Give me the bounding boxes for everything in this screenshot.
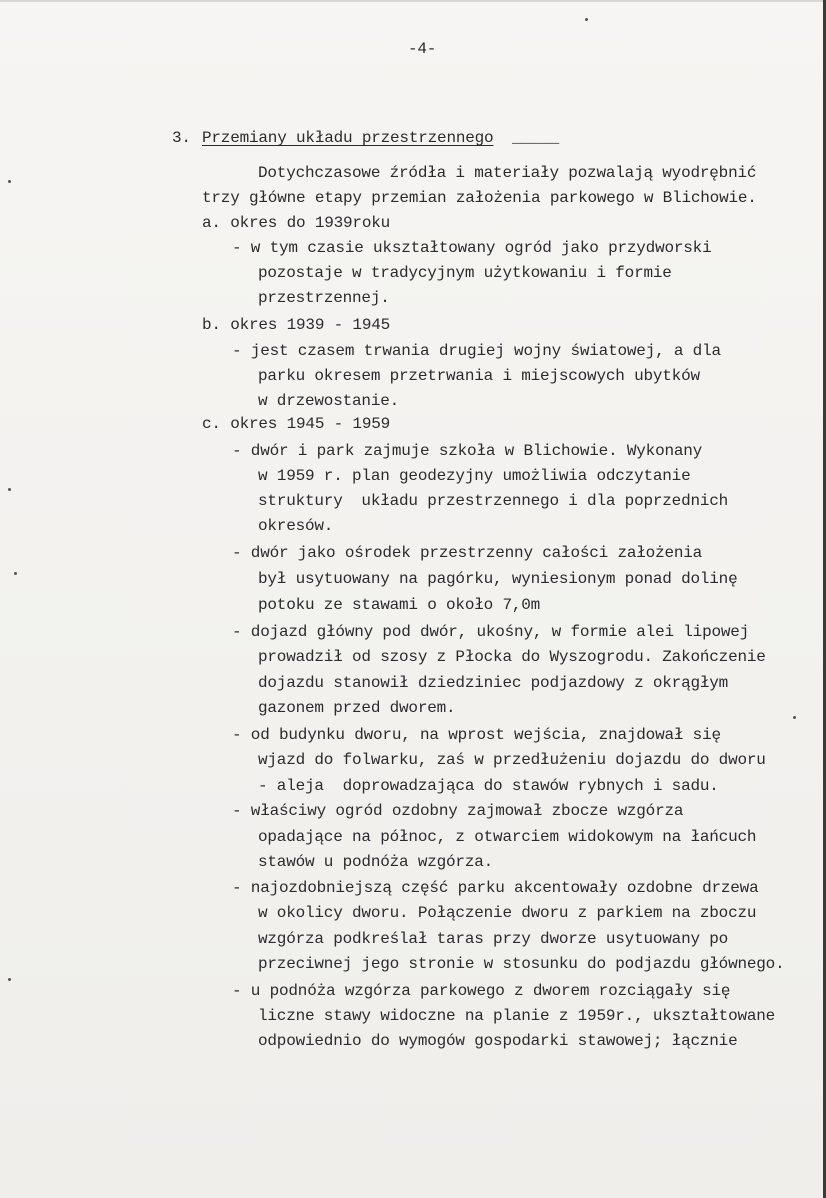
bullet-line: dojazdu stanowił dziedziniec podjazdowy z okrągłym xyxy=(258,674,729,692)
bullet-line: pozostaje w tradycyjnym użytkowaniu i formie xyxy=(258,264,672,282)
bullet-line: wjazd do folwarku, zaś w przedłużeniu dojazdu do dworu xyxy=(258,751,766,769)
bullet-line: - aleja doprowadzająca do stawów rybnych i sadu. xyxy=(258,777,719,795)
bullet-line: odpowiednio do wymogów gospodarki stawowej; łącznie xyxy=(258,1032,738,1050)
bullet-line: - u podnóża wzgórza parkowego z dworem rozciągały się xyxy=(232,982,731,1000)
bullet-line: stawów u podnóża wzgórza. xyxy=(258,853,494,871)
bullet-line: był usytuowany na pagórku, wyniesionym ponad dolinę xyxy=(258,570,738,588)
section-number: 3. xyxy=(172,129,191,147)
bullet-line: - dwór i park zajmuje szkoła w Blichowie. Wykonany xyxy=(232,442,703,460)
page-top-edge xyxy=(0,0,826,2)
section-title-trail: _____ xyxy=(512,129,560,147)
bullet-line: okresów. xyxy=(258,517,334,535)
scan-speck xyxy=(8,978,11,981)
period-label: c. okres 1945 - 1959 xyxy=(202,415,391,433)
bullet-line: - dojazd główny pod dwór, ukośny, w formie alei lipowej xyxy=(232,623,750,641)
scan-speck xyxy=(585,18,588,21)
page-number: -4- xyxy=(408,40,437,58)
bullet-line: - właściwy ogród ozdobny zajmował zbocze wzgórza xyxy=(232,802,684,820)
bullet-line: w okolicy dworu. Połączenie dworu z parkiem na zboczu xyxy=(258,904,757,922)
bullet-line: - jest czasem trwania drugiej wojny światowej, a dla xyxy=(232,342,721,360)
bullet-line: przeciwnej jego stronie w stosunku do podjazdu głównego. xyxy=(258,955,785,973)
bullet-line: struktury układu przestrzennego i dla poprzednich xyxy=(258,492,729,510)
bullet-line: w 1959 r. plan geodezyjny umożliwia odczytanie xyxy=(258,467,691,485)
section-title: Przemiany układu przestrzennego xyxy=(202,129,494,147)
bullet-line: - od budynku dworu, na wprost wejścia, znajdował się xyxy=(232,726,721,744)
bullet-line: wzgórza podkreślał taras przy dworze usytuowany po xyxy=(258,930,729,948)
scan-speck xyxy=(8,488,11,491)
bullet-line: liczne stawy widoczne na planie z 1959r., ukształtowane xyxy=(258,1007,776,1025)
bullet-line: gazonem przed dworem. xyxy=(258,699,456,717)
bullet-line: w drzewostanie. xyxy=(258,392,400,410)
scan-speck xyxy=(14,572,17,575)
period-label: b. okres 1939 - 1945 xyxy=(202,316,391,334)
bullet-line: - najozdobniejszą część parku akcentowały ozdobne drzewa xyxy=(232,879,759,897)
bullet-line: - w tym czasie ukształtowany ogród jako przydworski xyxy=(232,239,712,257)
bullet-line: przestrzennej. xyxy=(258,289,390,307)
bullet-line: opadające na północ, z otwarciem widokowym na łańcuch xyxy=(258,828,757,846)
bullet-line: potoku ze stawami o około 7,0m xyxy=(258,596,541,614)
scan-speck xyxy=(8,180,11,183)
bullet-line: parku okresem przetrwania i miejscowych ubytków xyxy=(258,367,700,385)
bullet-line: - dwór jako ośrodek przestrzenny całości założenia xyxy=(232,544,703,562)
scan-speck xyxy=(793,716,796,719)
period-label: a. okres do 1939roku xyxy=(202,214,391,232)
bullet-line: prowadził od szosy z Płocka do Wyszogrodu. Zakończenie xyxy=(258,648,766,666)
intro-line: Dotychczasowe źródła i materiały pozwalają wyodrębnić xyxy=(258,164,757,182)
intro-line: trzy główne etapy przemian założenia parkowego w Blichowie. xyxy=(202,189,757,207)
